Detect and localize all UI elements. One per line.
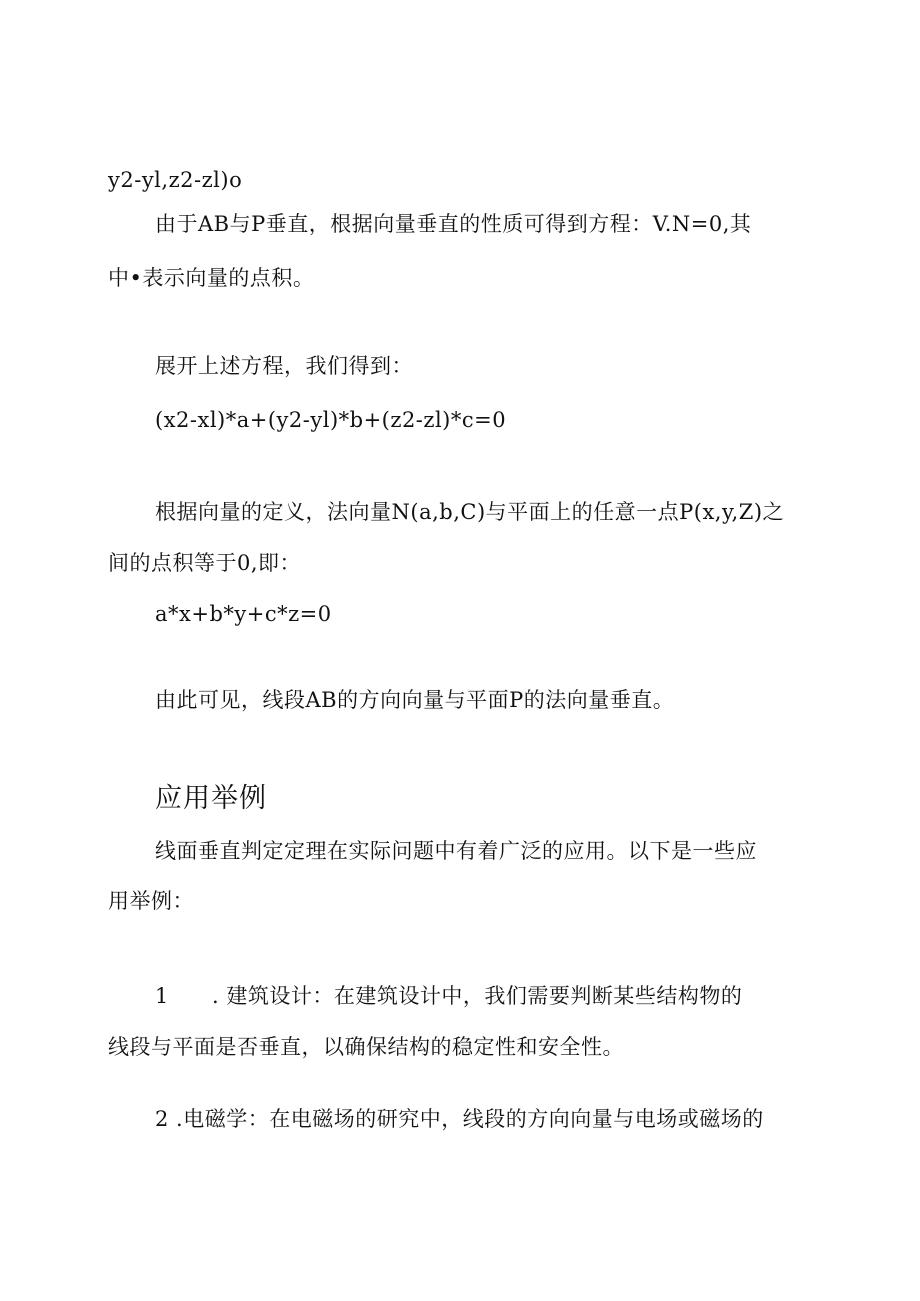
list-item-1-number: 1: [155, 984, 169, 1008]
formula-expanded: (x2-xl)*a+(y2-yl)*b+(z2-zl)*c=0: [155, 408, 507, 432]
list-item-1-continuation: 线段与平面是否垂直，以确保结构的稳定性和安全性。: [108, 1035, 624, 1059]
text-line-perpendicular-equation: 由于AB与P垂直，根据向量垂直的性质可得到方程：V.N=0,其: [155, 212, 752, 236]
formula-plane: a*x+b*y+c*z=0: [155, 602, 332, 626]
text-line-continuation: y2-yl,z2-zl)o: [108, 168, 243, 192]
text-line-expand-equation: 展开上述方程，我们得到：: [155, 354, 413, 378]
text-line-applications-intro: 线面垂直判定定理在实际问题中有着广泛的应用。以下是一些应: [155, 839, 757, 863]
section-heading: 应用举例: [155, 783, 267, 814]
list-item-2-text: 2 .电磁学：在电磁场的研究中，线段的方向向量与电场或磁场的: [155, 1107, 764, 1131]
text-line-dot-product-zero: 间的点积等于0,即：: [108, 551, 302, 575]
text-line-applications-examples: 用举例：: [108, 889, 194, 913]
text-line-conclusion: 由此可见，线段AB的方向向量与平面P的法向量垂直。: [155, 688, 675, 712]
list-item-1-text: . 建筑设计：在建筑设计中，我们需要判断某些结构物的: [212, 984, 743, 1008]
text-line-dot-product-note: 中•表示向量的点积。: [108, 266, 315, 290]
text-line-normal-vector-definition: 根据向量的定义，法向量N(a,b,C)与平面上的任意一点P(x,y,Z)之: [155, 500, 785, 524]
